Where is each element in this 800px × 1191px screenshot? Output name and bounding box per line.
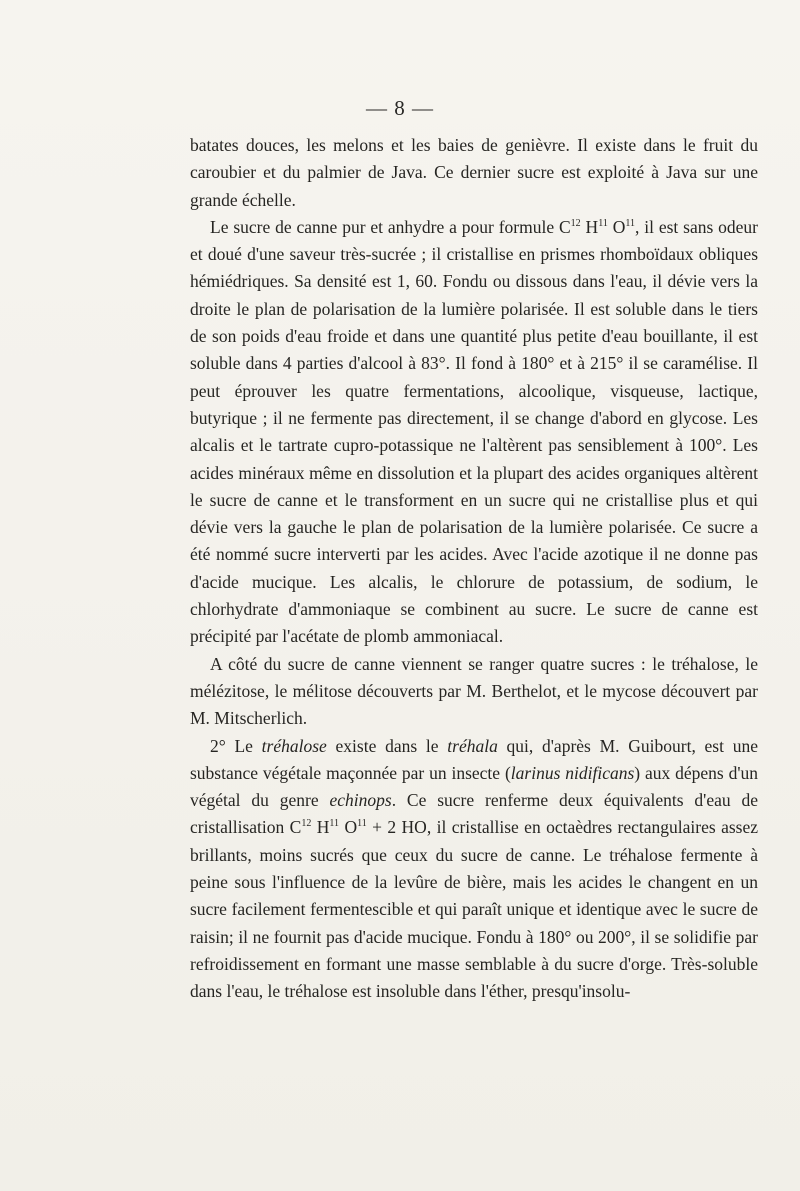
italic-term: echinops <box>329 790 392 811</box>
paragraph <box>190 733 758 1006</box>
page-number: — 8 — <box>366 96 434 120</box>
italic-term: tréhala <box>447 735 498 756</box>
formula-exponent: 11 <box>329 818 340 830</box>
text-run: H <box>580 216 599 237</box>
text-run: ) aux dépens d'un végétal du genre <box>190 762 758 811</box>
text-run: . Ce sucre renferme deux équivalents d'eau de cristallisation C <box>190 790 758 838</box>
body-text <box>190 132 758 1006</box>
text-run: A côté du sucre de canne viennent se ranger quatre sucres : le tréhalose, le mélézitose, le mélitose découverts par M. Berthelot, et le mycose découvert par M. Mitscherlich. <box>190 653 758 729</box>
paragraph <box>190 651 758 733</box>
paragraph <box>190 214 758 651</box>
text-run: , il est sans odeur et doué d'une saveur très-sucrée ; il cristallise en prismes rhomboïdaux obliques hémiédriques. Sa densité est 1, 60. Fondu ou dissous dans l'eau, il dévie vers la droite le plan de polarisation de la lumière polarisée. Il est soluble dans le tiers de son poids d'eau froide et dans une quantité plus petite d'eau bouillante, il est soluble dans 4 parties d'alcool à 83°. Il fond à 180° et à 215° il se caramélise. Il peut éprouver les quatre fermentations, alcoolique, visqueuse, lactique, butyrique ; il ne fermente pas directement, il se change d'abord en glycose. Les alcalis et le tartrate cupro-potassique ne l'altèrent pas sensiblement à 100°. Les acides minéraux même en dissolution et la plupart des acides organiques altèrent le sucre de canne et le transforment en un sucre qui ne cristallise plus et qui dévie vers la gauche le plan de polarisation de la lumière polarisée. Ce sucre a été nommé sucre interverti par les acides. Avec l'acide azotique il ne donne pas d'acide mucique. Les alcalis, le chlorure de potassium, de sodium, le chlorhydrate d'ammoniaque se combinent au sucre. Le sucre de canne est précipité par l'acétate de plomb ammoniacal. <box>190 216 758 647</box>
formula-exponent: 12 <box>301 818 312 830</box>
formula-exponent: 11 <box>625 218 635 230</box>
text-run: Le sucre de canne pur et anhydre a pour formule C <box>210 216 571 237</box>
text-run: 2° Le <box>210 735 262 756</box>
formula-exponent: 11 <box>598 218 608 230</box>
paragraph <box>190 132 758 214</box>
text-run: H <box>311 817 330 838</box>
text-run: batates douces, les melons et les baies de genièvre. Il existe dans le fruit du caroubier et du palmier de Java. Ce dernier sucre est exploité à Java sur une grande échelle. <box>190 135 758 210</box>
text-run: O <box>607 216 626 237</box>
text-run: existe dans le <box>326 735 448 756</box>
italic-term: tréhalose <box>261 735 327 756</box>
text-run: O <box>339 817 358 838</box>
formula-exponent: 12 <box>570 218 581 230</box>
formula-exponent: 11 <box>357 818 367 830</box>
text-run: qui, d'après M. Guibourt, est une substance végétale maçonnée par un insecte ( <box>190 735 758 783</box>
italic-term: larinus nidificans <box>510 762 635 783</box>
text-run: + 2 HO, il cristallise en octaèdres rectangulaires assez brillants, moins sucrés que ceux du sucre de canne. Le tréhalose fermente à peine sous l'influence de la levûre de bière, mais les acides le changent en un sucre facilement fermentescible et qui paraît unique et identique avec le sucre de raisin; il ne fournit pas d'acide mucique. Fondu à 180° ou 200°, il se solidifie par refroidissement en formant une masse semblable à du sucre d'orge. Très-soluble dans l'eau, le tréhalose est insoluble dans l'éther, presqu'insolu- <box>190 817 759 1002</box>
